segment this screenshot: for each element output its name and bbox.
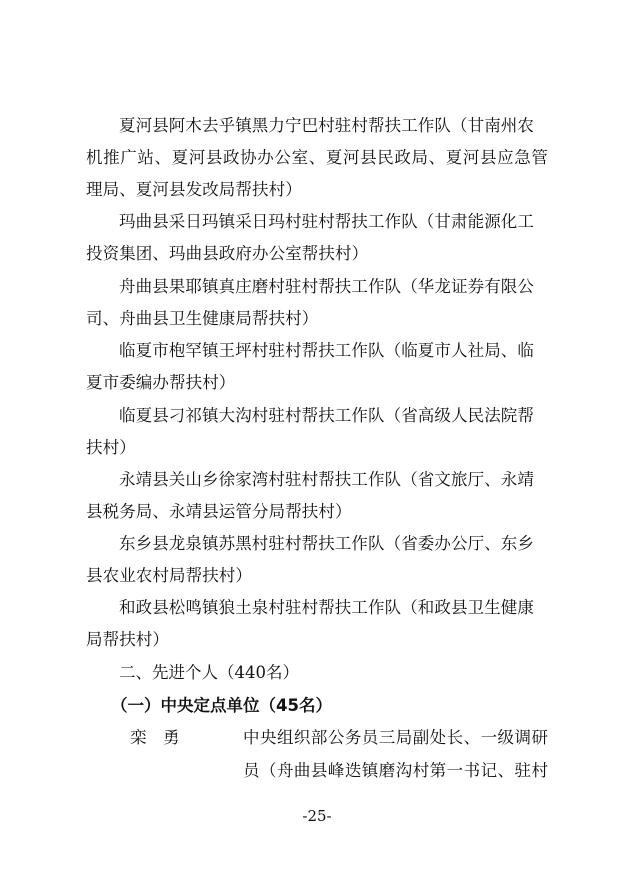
paragraph-line: 夏河县阿木去乎镇黑力宁巴村驻村帮扶工作队（甘南州农 (119, 116, 534, 135)
paragraph-line: 临夏市枹罕镇王坪村驻村帮扶工作队（临夏市人社局、临 (119, 341, 534, 360)
paragraph-line: 县税务局、永靖县运管分局帮扶村） (86, 502, 352, 521)
honoree-description-line: 中央组织部公务员三局副处长、一级调研 (243, 728, 548, 747)
section-heading: 二、先进个人（440名） (119, 663, 299, 682)
paragraph-line: 和政县松鸣镇狼土泉村驻村帮扶工作队（和政县卫生健康 (119, 598, 534, 617)
paragraph-line: 扶村） (86, 438, 136, 457)
honoree-description-line: 员（舟曲县峰迭镇磨沟村第一书记、驻村 (243, 761, 548, 780)
paragraph-line: 县农业农村局帮扶村） (86, 566, 252, 585)
paragraph-line: 投资集团、玛曲县政府办公室帮扶村） (86, 244, 369, 263)
paragraph-line: 局帮扶村） (86, 630, 169, 649)
paragraph-line: 玛曲县采日玛镇采日玛村驻村帮扶工作队（甘肃能源化工 (119, 212, 534, 231)
subsection-heading: （一）中央定点单位（45名） (111, 696, 332, 715)
paragraph-line: 理局、夏河县发改局帮扶村） (86, 180, 302, 199)
paragraph-line: 舟曲县果耶镇真庄磨村驻村帮扶工作队（华龙证券有限公 (119, 277, 534, 296)
paragraph-line: 永靖县关山乡徐家湾村驻村帮扶工作队（省文旅厅、永靖 (119, 470, 534, 489)
paragraph-line: 夏市委编办帮扶村） (86, 373, 236, 392)
paragraph-line: 临夏县刁祁镇大沟村驻村帮扶工作队（省高级人民法院帮 (119, 406, 534, 425)
paragraph-line: 机推广站、夏河县政协办公室、夏河县民政局、夏河县应急管 (86, 148, 548, 167)
page-number: -25- (302, 807, 332, 825)
honoree-name: 栾 勇 (130, 728, 180, 747)
paragraph-line: 东乡县龙泉镇苏黑村驻村帮扶工作队（省委办公厅、东乡 (119, 534, 534, 553)
paragraph-line: 司、舟曲县卫生健康局帮扶村） (86, 309, 319, 328)
